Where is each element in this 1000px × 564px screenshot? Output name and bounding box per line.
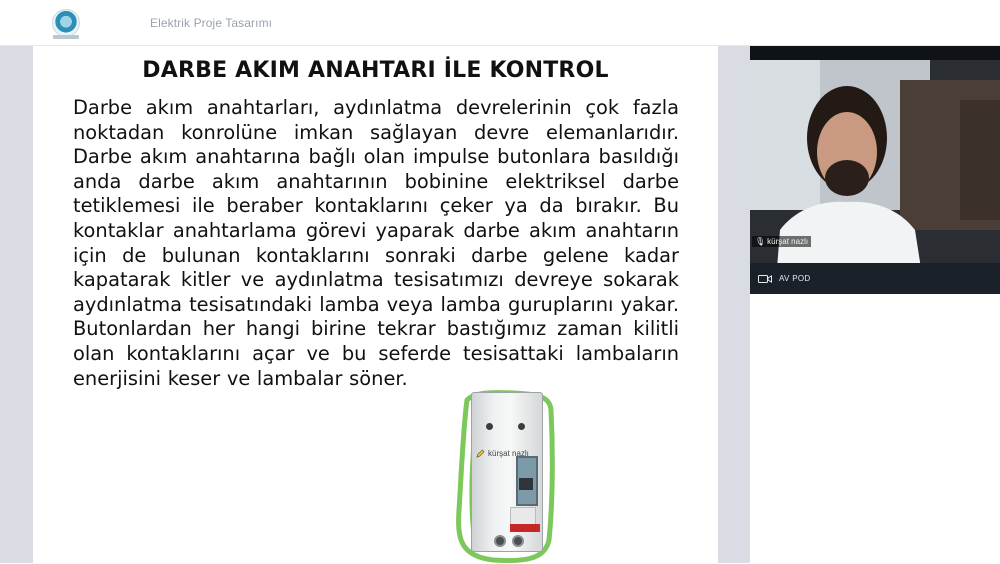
- pen-icon: [476, 449, 485, 458]
- bottom-terminal: [512, 535, 524, 547]
- annotation-author-tag: [476, 449, 529, 458]
- participant-video[interactable]: [750, 60, 1000, 294]
- video-device-bar[interactable]: [750, 263, 1000, 294]
- slide-body-text: Darbe akım anahtarları, aydınlatma devrelerinin çok fazla noktadan konrolüne imkan sağlayan devre elemanlarıdır. Darbe akım anahtarına bağlı olan impulse butonlara basıldığı anda darbe akım anahtarının bobinine elektriksel darbe tetiklemesi ile beraber kontaklarını çeker ya da bırakır. Bu kontaklar anahtarlama görevi yaparak darbe akım anahtarın için de bulunan kontaklarını sonraki darbe gelene kadar kapatarak kitler ve aydınlatma tesisatımızı devreye sokarak aydınlatma tesisatındaki lamba veya lamba guruplarını yakar. Butonlardan her hangi birine tekrar bastığımız zaman kilitli olan kontaklarını açar ve bu seferde tesisattaki lambaların enerjisini keser ve lambalar söner.: [73, 96, 679, 390]
- terminal-hole: [518, 423, 525, 430]
- video-device-label: AV POD: [779, 274, 811, 283]
- university-logo-icon: [52, 9, 80, 37]
- logo-caption: [53, 35, 79, 39]
- slide-title: DARBE AKIM ANAHTARI İLE KONTROL: [142, 58, 609, 83]
- app-title: Elektrik Proje Tasarımı: [150, 16, 273, 30]
- camera-icon: [758, 274, 772, 284]
- participant-name-tag: [752, 236, 811, 247]
- webcam-feed: [750, 60, 1000, 294]
- slide: [33, 46, 718, 563]
- video-panel: [750, 46, 1000, 563]
- terminal-hole: [486, 423, 493, 430]
- relay-toggle: [519, 478, 533, 490]
- top-bar: [0, 0, 1000, 46]
- impulse-relay-image: [453, 390, 557, 564]
- relay-label: [510, 507, 536, 525]
- bottom-terminal: [494, 535, 506, 547]
- presentation-stage: [0, 46, 750, 563]
- annotation-author-name: kürşat nazlı: [488, 449, 529, 458]
- impulse-relay-device: [471, 392, 543, 552]
- video-panel-header: [750, 46, 1000, 60]
- participant-name: kürşat nazlı: [767, 237, 809, 246]
- mic-icon: 🎙: [755, 237, 766, 246]
- relay-brand-stripe: [510, 524, 540, 532]
